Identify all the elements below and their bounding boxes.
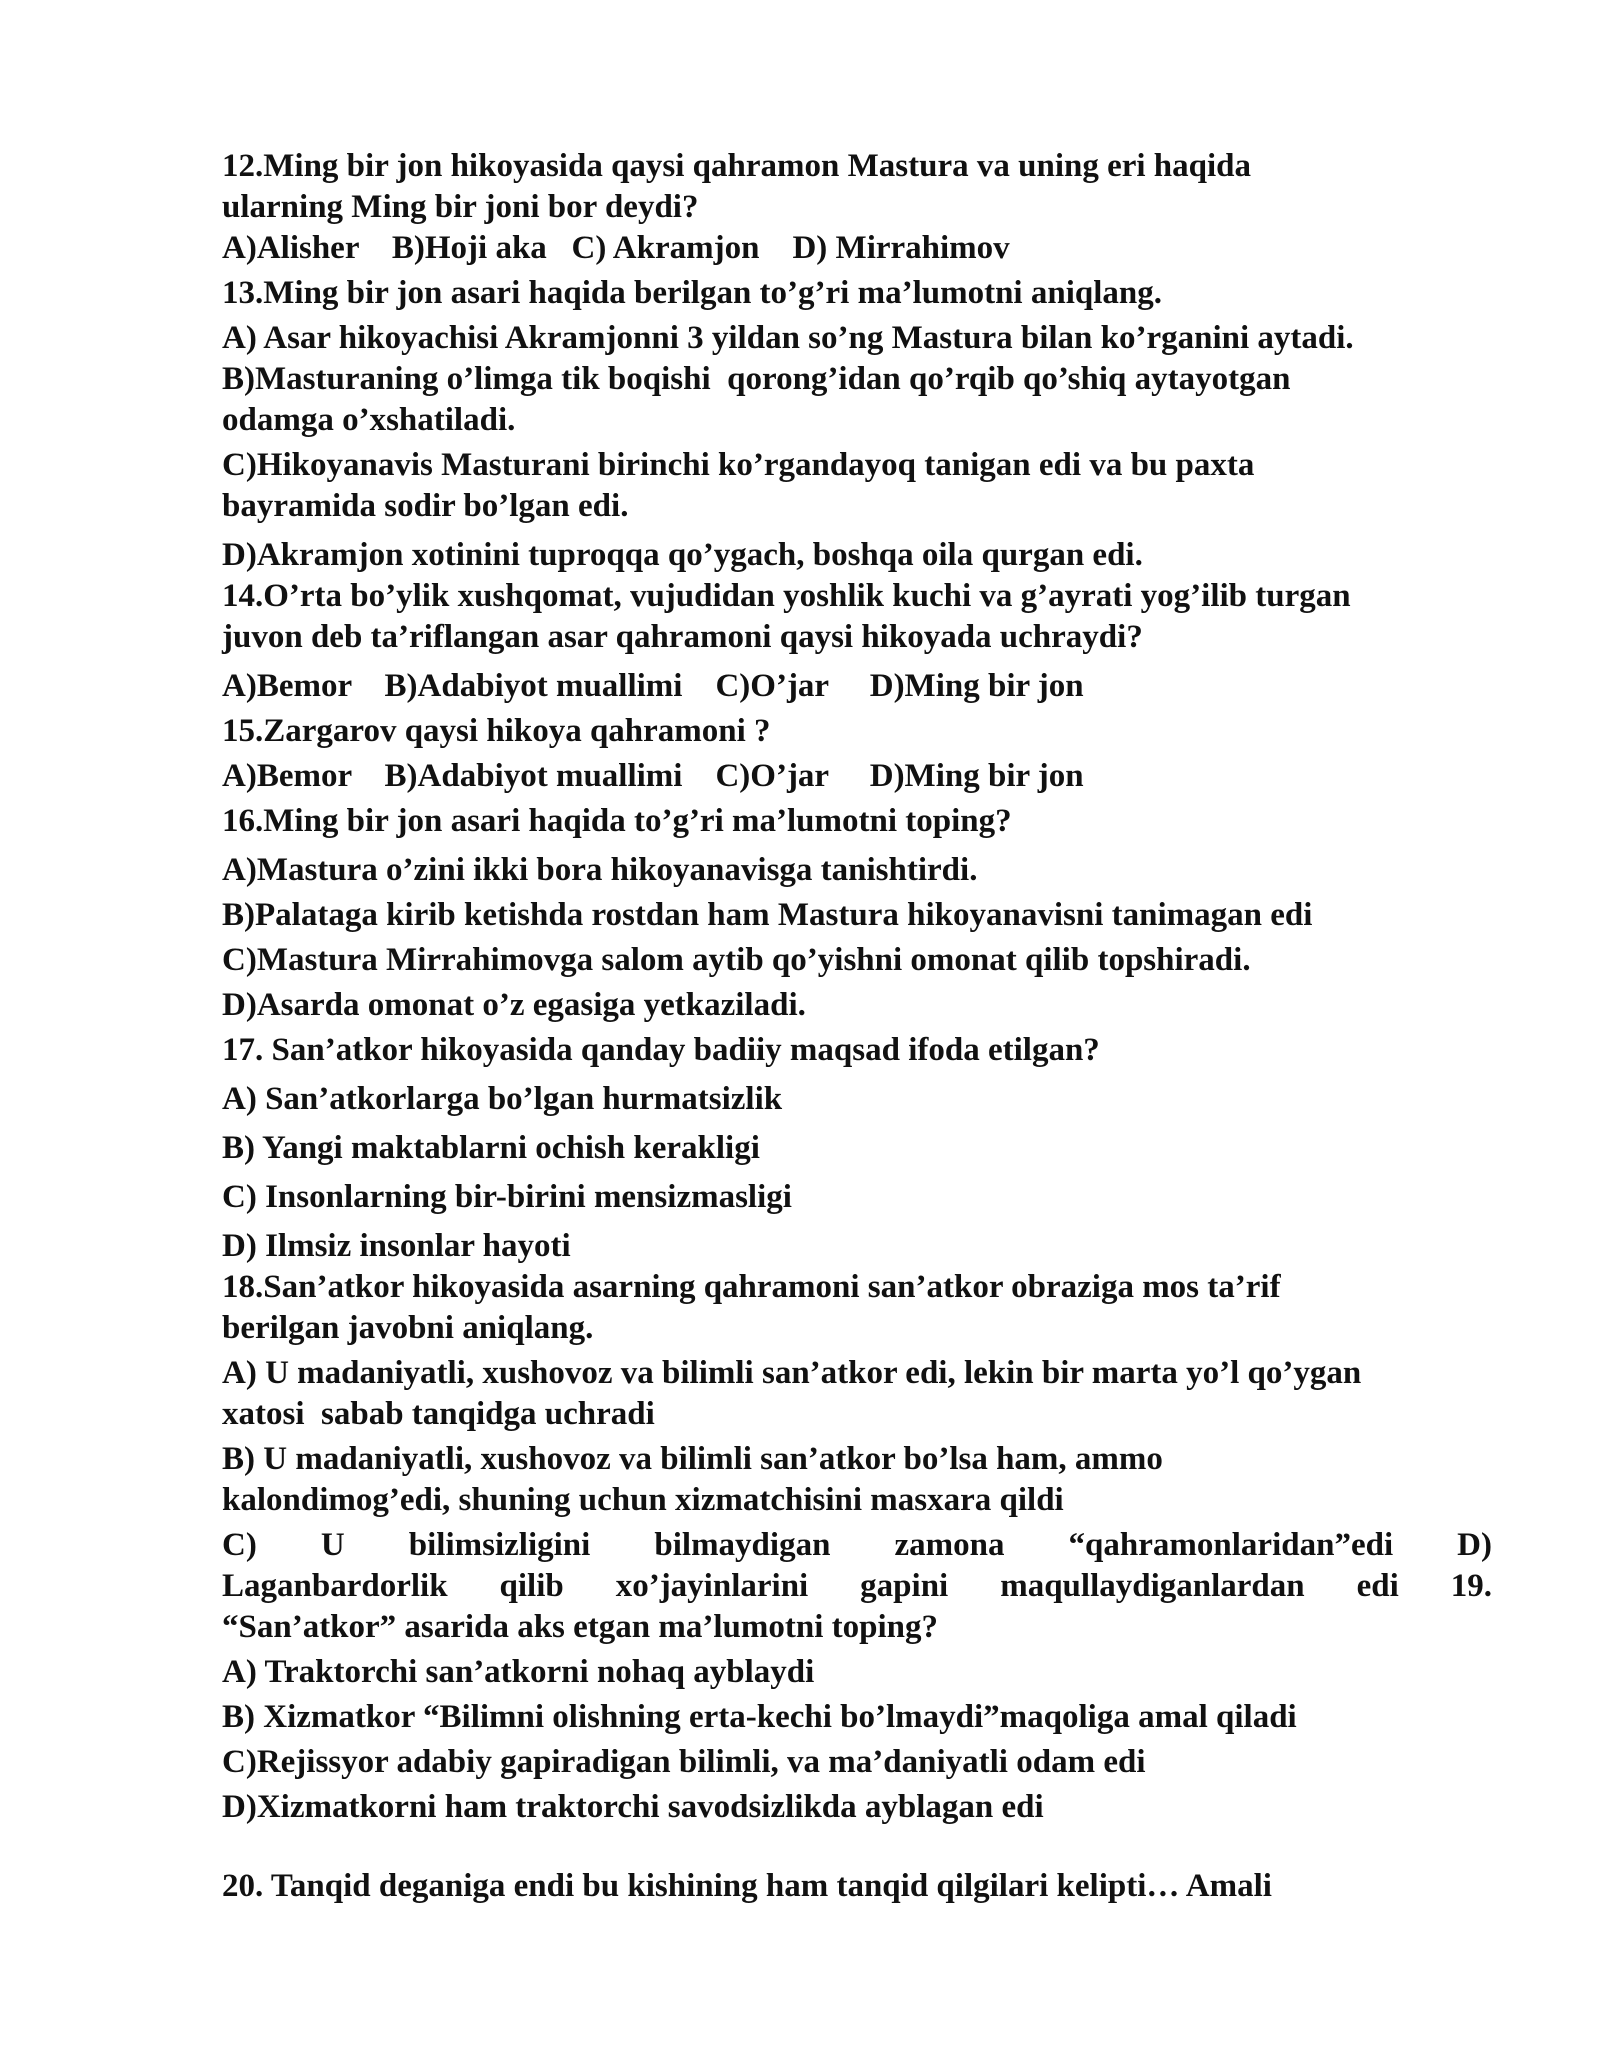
question-12-line-1: 12.Ming bir jon hikoyasida qaysi qahramon Mastura va uning eri haqida (222, 148, 1252, 184)
document-page (222, 146, 1492, 1907)
question-19-option-d: D)Xizmatkorni ham traktorchi savodsizlikda ayblagan edi (222, 1789, 1044, 1825)
question-18-option-b-line-1: B) U madaniyatli, xushovoz va bilimli san’atkor bo’lsa ham, ammo (222, 1441, 1163, 1477)
question-17-option-c: C) Insonlarning bir-birini mensizmasligi (222, 1179, 792, 1215)
question-16-option-a: A)Mastura o’zini ikki bora hikoyanavisga tanishtirdi. (222, 852, 978, 888)
question-14-line-1: 14.O’rta bo’ylik xushqomat, vujudidan yoshlik kuchi va g’ayrati yog’ilib turgan (222, 578, 1351, 614)
question-19-option-a: A) Traktorchi san’atkorni nohaq ayblaydi (222, 1654, 815, 1690)
question-17-option-b: B) Yangi maktablarni ochish kerakligi (222, 1130, 760, 1166)
question-18-option-b-line-2: kalondimog’edi, shuning uchun xizmatchisini masxara qildi (222, 1482, 1064, 1518)
question-13-option-a: A) Asar hikoyachisi Akramjonni 3 yildan so’ng Mastura bilan ko’rganini aytadi. (222, 320, 1354, 356)
question-18-line-1: 18.San’atkor hikoyasida asarning qahramoni san’atkor obraziga mos ta’rif (222, 1269, 1281, 1305)
question-16-option-b: B)Palataga kirib ketishda rostdan ham Mastura hikoyanavisni tanimagan edi (222, 897, 1313, 933)
question-15-text: 15.Zargarov qaysi hikoya qahramoni ? (222, 713, 771, 749)
question-12-options: A)Alisher B)Hoji aka C) Akramjon D) Mirrahimov (222, 230, 1010, 266)
question-12-line-2: ularning Ming bir joni bor deydi? (222, 189, 699, 225)
question-16-text: 16.Ming bir jon asari haqida to’g’ri ma’lumotni toping? (222, 803, 1012, 839)
question-19-option-b: B) Xizmatkor “Bilimni olishning erta-kechi bo’lmaydi”maqoliga amal qiladi (222, 1699, 1297, 1735)
question-19-option-c: C)Rejissyor adabiy gapiradigan bilimli, va ma’daniyatli odam edi (222, 1744, 1146, 1780)
question-16-option-d: D)Asarda omonat o’z egasiga yetkaziladi. (222, 987, 806, 1023)
question-19-text: “San’atkor” asarida aks etgan ma’lumotni toping? (222, 1609, 938, 1645)
question-20-text: 20. Tanqid deganiga endi bu kishining ham tanqid qilgilari kelipti… Amali (222, 1868, 1272, 1904)
question-18-option-c-line: C) U bilimsizligini bilmaydigan zamona “qahramonlaridan”edi D) (222, 1527, 1492, 1563)
question-18-line-2: berilgan javobni aniqlang. (222, 1310, 594, 1346)
question-14-options: A)Bemor B)Adabiyot muallimi C)O’jar D)Ming bir jon (222, 668, 1084, 704)
question-17-text: 17. San’atkor hikoyasida qanday badiiy maqsad ifoda etilgan? (222, 1032, 1100, 1068)
question-13-option-b-line-1: B)Masturaning o’limga tik boqishi qorong’idan qo’rqib qo’shiq aytayotgan (222, 361, 1291, 397)
question-15-options: A)Bemor B)Adabiyot muallimi C)O’jar D)Ming bir jon (222, 758, 1084, 794)
question-13-option-c-line-1: C)Hikoyanavis Masturani birinchi ko’rgandayoq tanigan edi va bu paxta (222, 447, 1255, 483)
question-18-option-a-line-1: A) U madaniyatli, xushovoz va bilimli san’atkor edi, lekin bir marta yo’l qo’ygan (222, 1355, 1362, 1391)
question-13-option-b-line-2: odamga o’xshatiladi. (222, 402, 516, 438)
question-13-option-d: D)Akramjon xotinini tuproqqa qo’ygach, boshqa oila qurgan edi. (222, 537, 1143, 573)
question-18-option-d-line: Laganbardorlik qilib xo’jayinlarini gapini maqullaydiganlardan edi 19. (222, 1568, 1492, 1604)
question-14-line-2: juvon deb ta’riflangan asar qahramoni qaysi hikoyada uchraydi? (222, 619, 1143, 655)
question-18-option-a-line-2: xatosi sabab tanqidga uchradi (222, 1396, 655, 1432)
question-13-text: 13.Ming bir jon asari haqida berilgan to’g’ri ma’lumotni aniqlang. (222, 275, 1162, 311)
question-16-option-c: C)Mastura Mirrahimovga salom aytib qo’yishni omonat qilib topshiradi. (222, 942, 1251, 978)
question-17-option-a: A) San’atkorlarga bo’lgan hurmatsizlik (222, 1081, 783, 1117)
question-17-option-d: D) Ilmsiz insonlar hayoti (222, 1228, 571, 1264)
question-13-option-c-line-2: bayramida sodir bo’lgan edi. (222, 488, 629, 524)
